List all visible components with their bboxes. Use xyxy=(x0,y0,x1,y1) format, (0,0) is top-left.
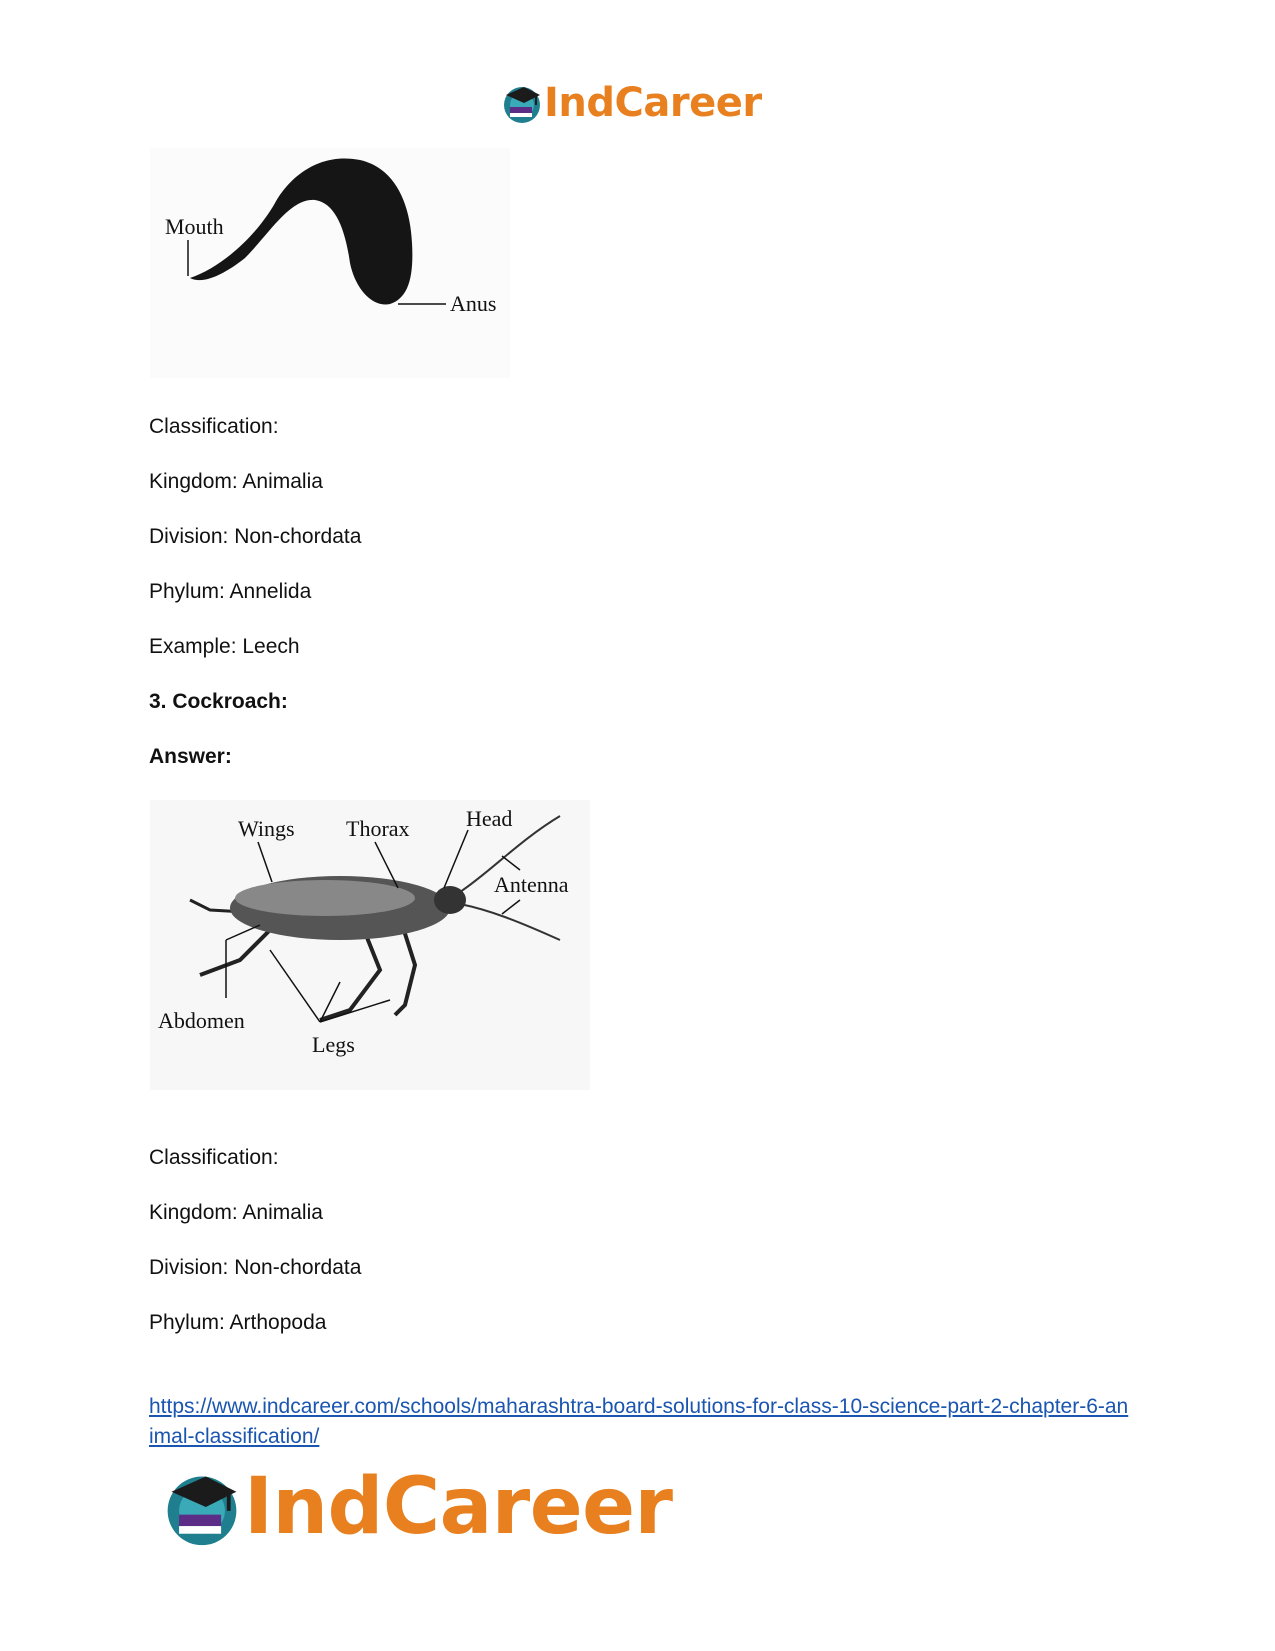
cockroach-figure xyxy=(150,800,590,1090)
leech-phylum: Phylum: Annelida xyxy=(149,580,312,603)
cockroach-classification-label: Classification: xyxy=(149,1146,279,1169)
footer-logo xyxy=(160,1462,673,1552)
logo-text: IndCareer xyxy=(544,80,762,126)
legs-label: Legs xyxy=(312,1032,355,1057)
cockroach-division: Division: Non-chordata xyxy=(149,1256,362,1279)
anus-label: Anus xyxy=(450,291,497,316)
leech-example: Example: Leech xyxy=(149,635,300,658)
thorax-label: Thorax xyxy=(346,816,410,841)
graduation-cap-icon xyxy=(160,1465,244,1549)
graduation-cap-icon xyxy=(500,81,544,125)
leech-division: Division: Non-chordata xyxy=(149,525,362,548)
abdomen-label: Abdomen xyxy=(158,1008,245,1033)
cockroach-phylum: Phylum: Arthopoda xyxy=(149,1311,327,1334)
wings-label: Wings xyxy=(238,816,295,841)
answer-label: Answer: xyxy=(149,745,232,768)
leech-classification-label: Classification: xyxy=(149,415,279,438)
header-logo xyxy=(500,80,762,126)
footer-logo-text: IndCareer xyxy=(244,1462,673,1552)
source-link[interactable]: https://www.indcareer.com/schools/maharashtra-board-solutions-for-class-10-science-part-2-chapter-6-animal-classification/ xyxy=(149,1395,1129,1448)
cockroach-kingdom: Kingdom: Animalia xyxy=(149,1201,323,1224)
mouth-label: Mouth xyxy=(165,214,224,239)
leech-figure xyxy=(150,148,510,378)
head-label: Head xyxy=(466,806,513,831)
antenna-label: Antenna xyxy=(494,872,569,897)
question-title: 3. Cockroach: xyxy=(149,690,288,713)
leech-kingdom: Kingdom: Animalia xyxy=(149,470,323,493)
